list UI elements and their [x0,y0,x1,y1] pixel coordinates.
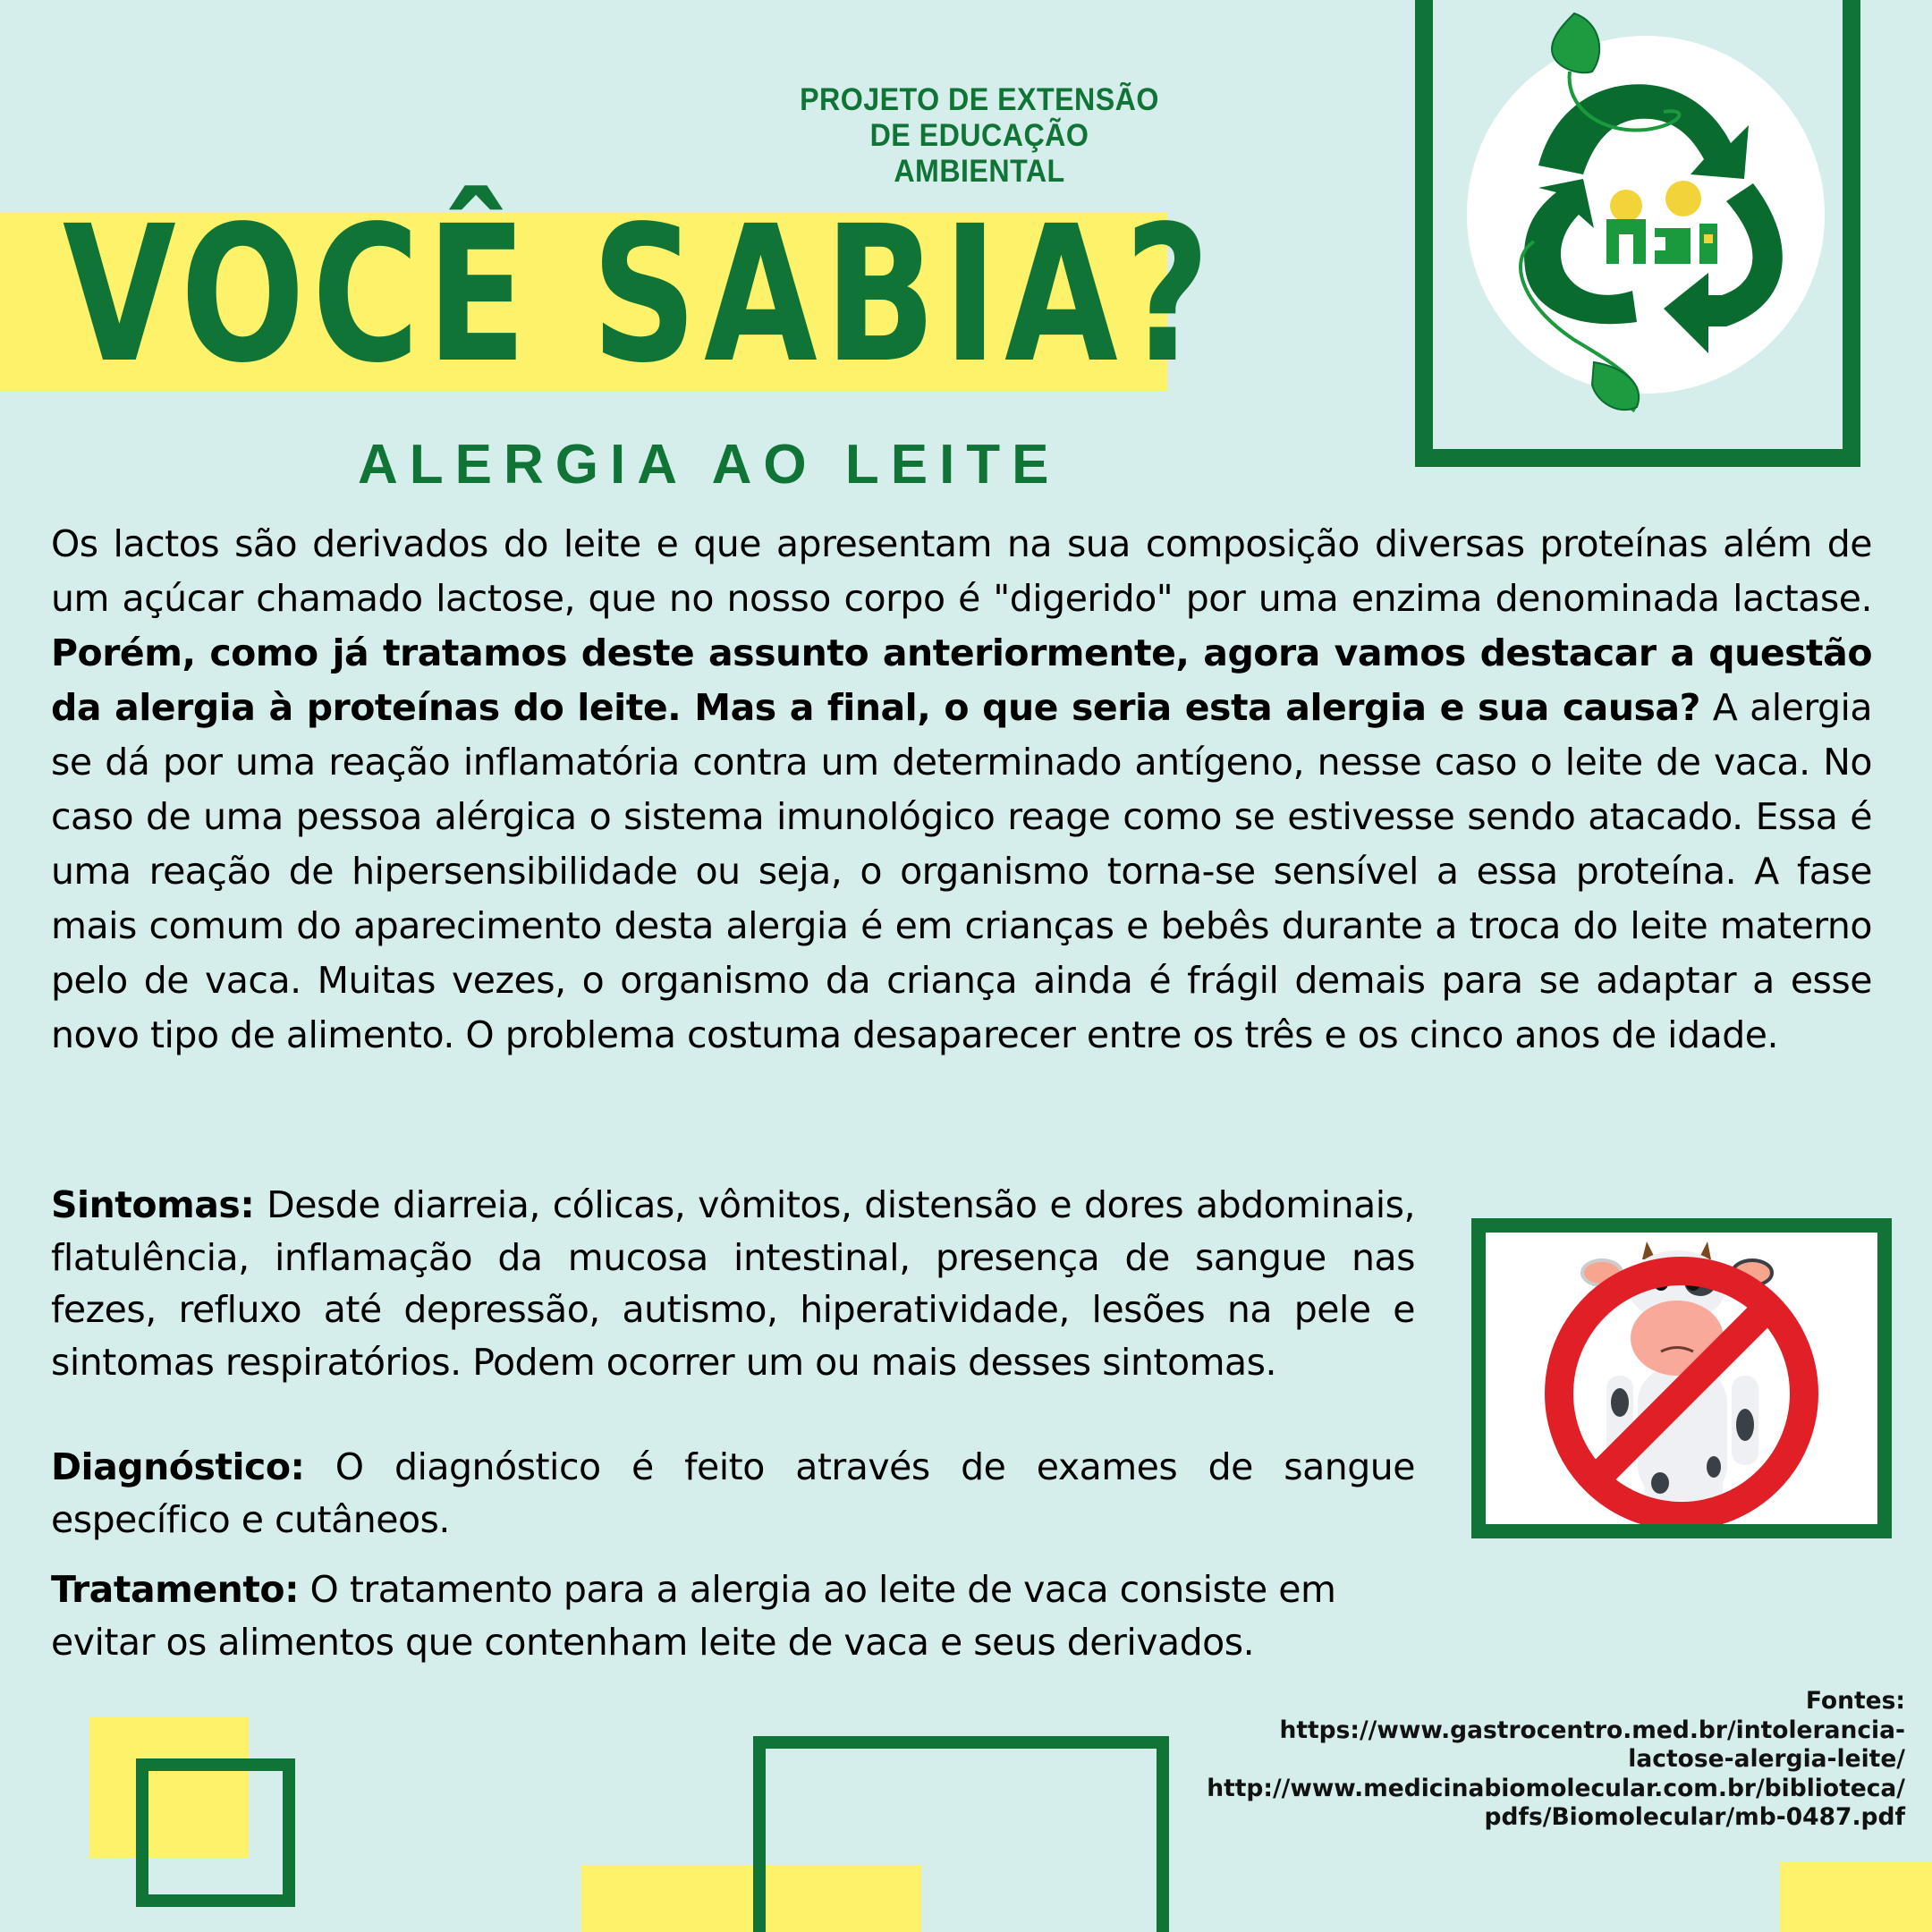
project-title [799,82,1161,190]
diagnosis-label: Diagnóstico: [51,1445,305,1488]
source-link-2b[interactable]: pdfs/Biomolecular/mb-0487.pdf [1484,1803,1905,1831]
symptoms-label: Sintomas: [51,1183,255,1226]
source-link-1a[interactable]: https://www.gastrocentro.med.br/intolerancia- [1279,1716,1905,1744]
treatment-text: O tratamento para a alergia ao leite de vaca consiste em evitar os alimentos que contenham leite de vaca e seus derivados. [51,1568,1336,1664]
section-title: ALERGIA AO LEITE [358,434,1061,496]
treatment-section [51,1563,1415,1668]
page-title: VOCÊ SABIA? [63,185,1217,404]
diagnosis-text: O diagnóstico é feito através de exames de sangue específico e cutâneos. [51,1445,1415,1541]
intro-text-bold: Porém, como já tratamos deste assunto anteriormente, agora vamos destacar a questão da alergia à proteínas do leite. Mas a final, o que seria esta alergia e sua causa? [51,631,1872,729]
diagnosis-section [51,1441,1415,1546]
source-link-1b[interactable]: lactose-alergia-leite/ [1628,1745,1905,1773]
decor-green-frame-1 [136,1758,295,1907]
intro-text-1: Os lactos são derivados do leite e que apresentam na sua composição diversas proteínas além de um açúcar chamado lactose, que no nosso corpo é "digerido" por uma enzima denominada lactase. [51,522,1872,620]
sources [1100,1687,1905,1833]
project-title-line1: PROJETO DE EXTENSÃO [800,82,1159,117]
source-link-2a[interactable]: http://www.medicinabiomolecular.com.br/biblioteca/ [1207,1774,1905,1802]
treatment-label: Tratamento: [51,1568,299,1611]
sources-label: Fontes: [1805,1687,1905,1715]
intro-paragraph [51,517,1872,1063]
decor-yellow-square-3 [1780,1862,1932,1932]
symptoms-section [51,1179,1415,1388]
symptoms-text: Desde diarreia, cólicas, vômitos, distensão e dores abdominais, flatulência, inflamação da mucosa intestinal, presença de sangue nas fezes, refluxo até depressão, autismo, hiperatividade, lesões na pele e sintomas respiratórios. Podem ocorrer um ou mais desses sintomas. [51,1183,1415,1384]
project-title-line2: DE EDUCAÇÃO AMBIENTAL [869,118,1089,189]
recycle-leaf-logo-icon [1431,0,1843,447]
intro-text-2: A alergia se dá por uma reação inflamatória contra um determinado antígeno, nesse caso o leite de vaca. No caso de uma pessoa alérgica o sistema imunológico reage como se estivesse sendo atacado. Essa é uma reação de hipersensibilidade ou seja, o organismo torna-se sensível a essa proteína. A fase mais comum do aparecimento desta alergia é em crianças e bebês durante a troca do leite materno pelo de vaca. Muitas vezes, o organismo da criança ainda é frágil demais para se adaptar a esse novo tipo de alimento. O problema costuma desaparecer entre os três e os cinco anos de idade. [51,686,1873,1056]
no-cow-prohibition-icon [1486,1233,1877,1524]
